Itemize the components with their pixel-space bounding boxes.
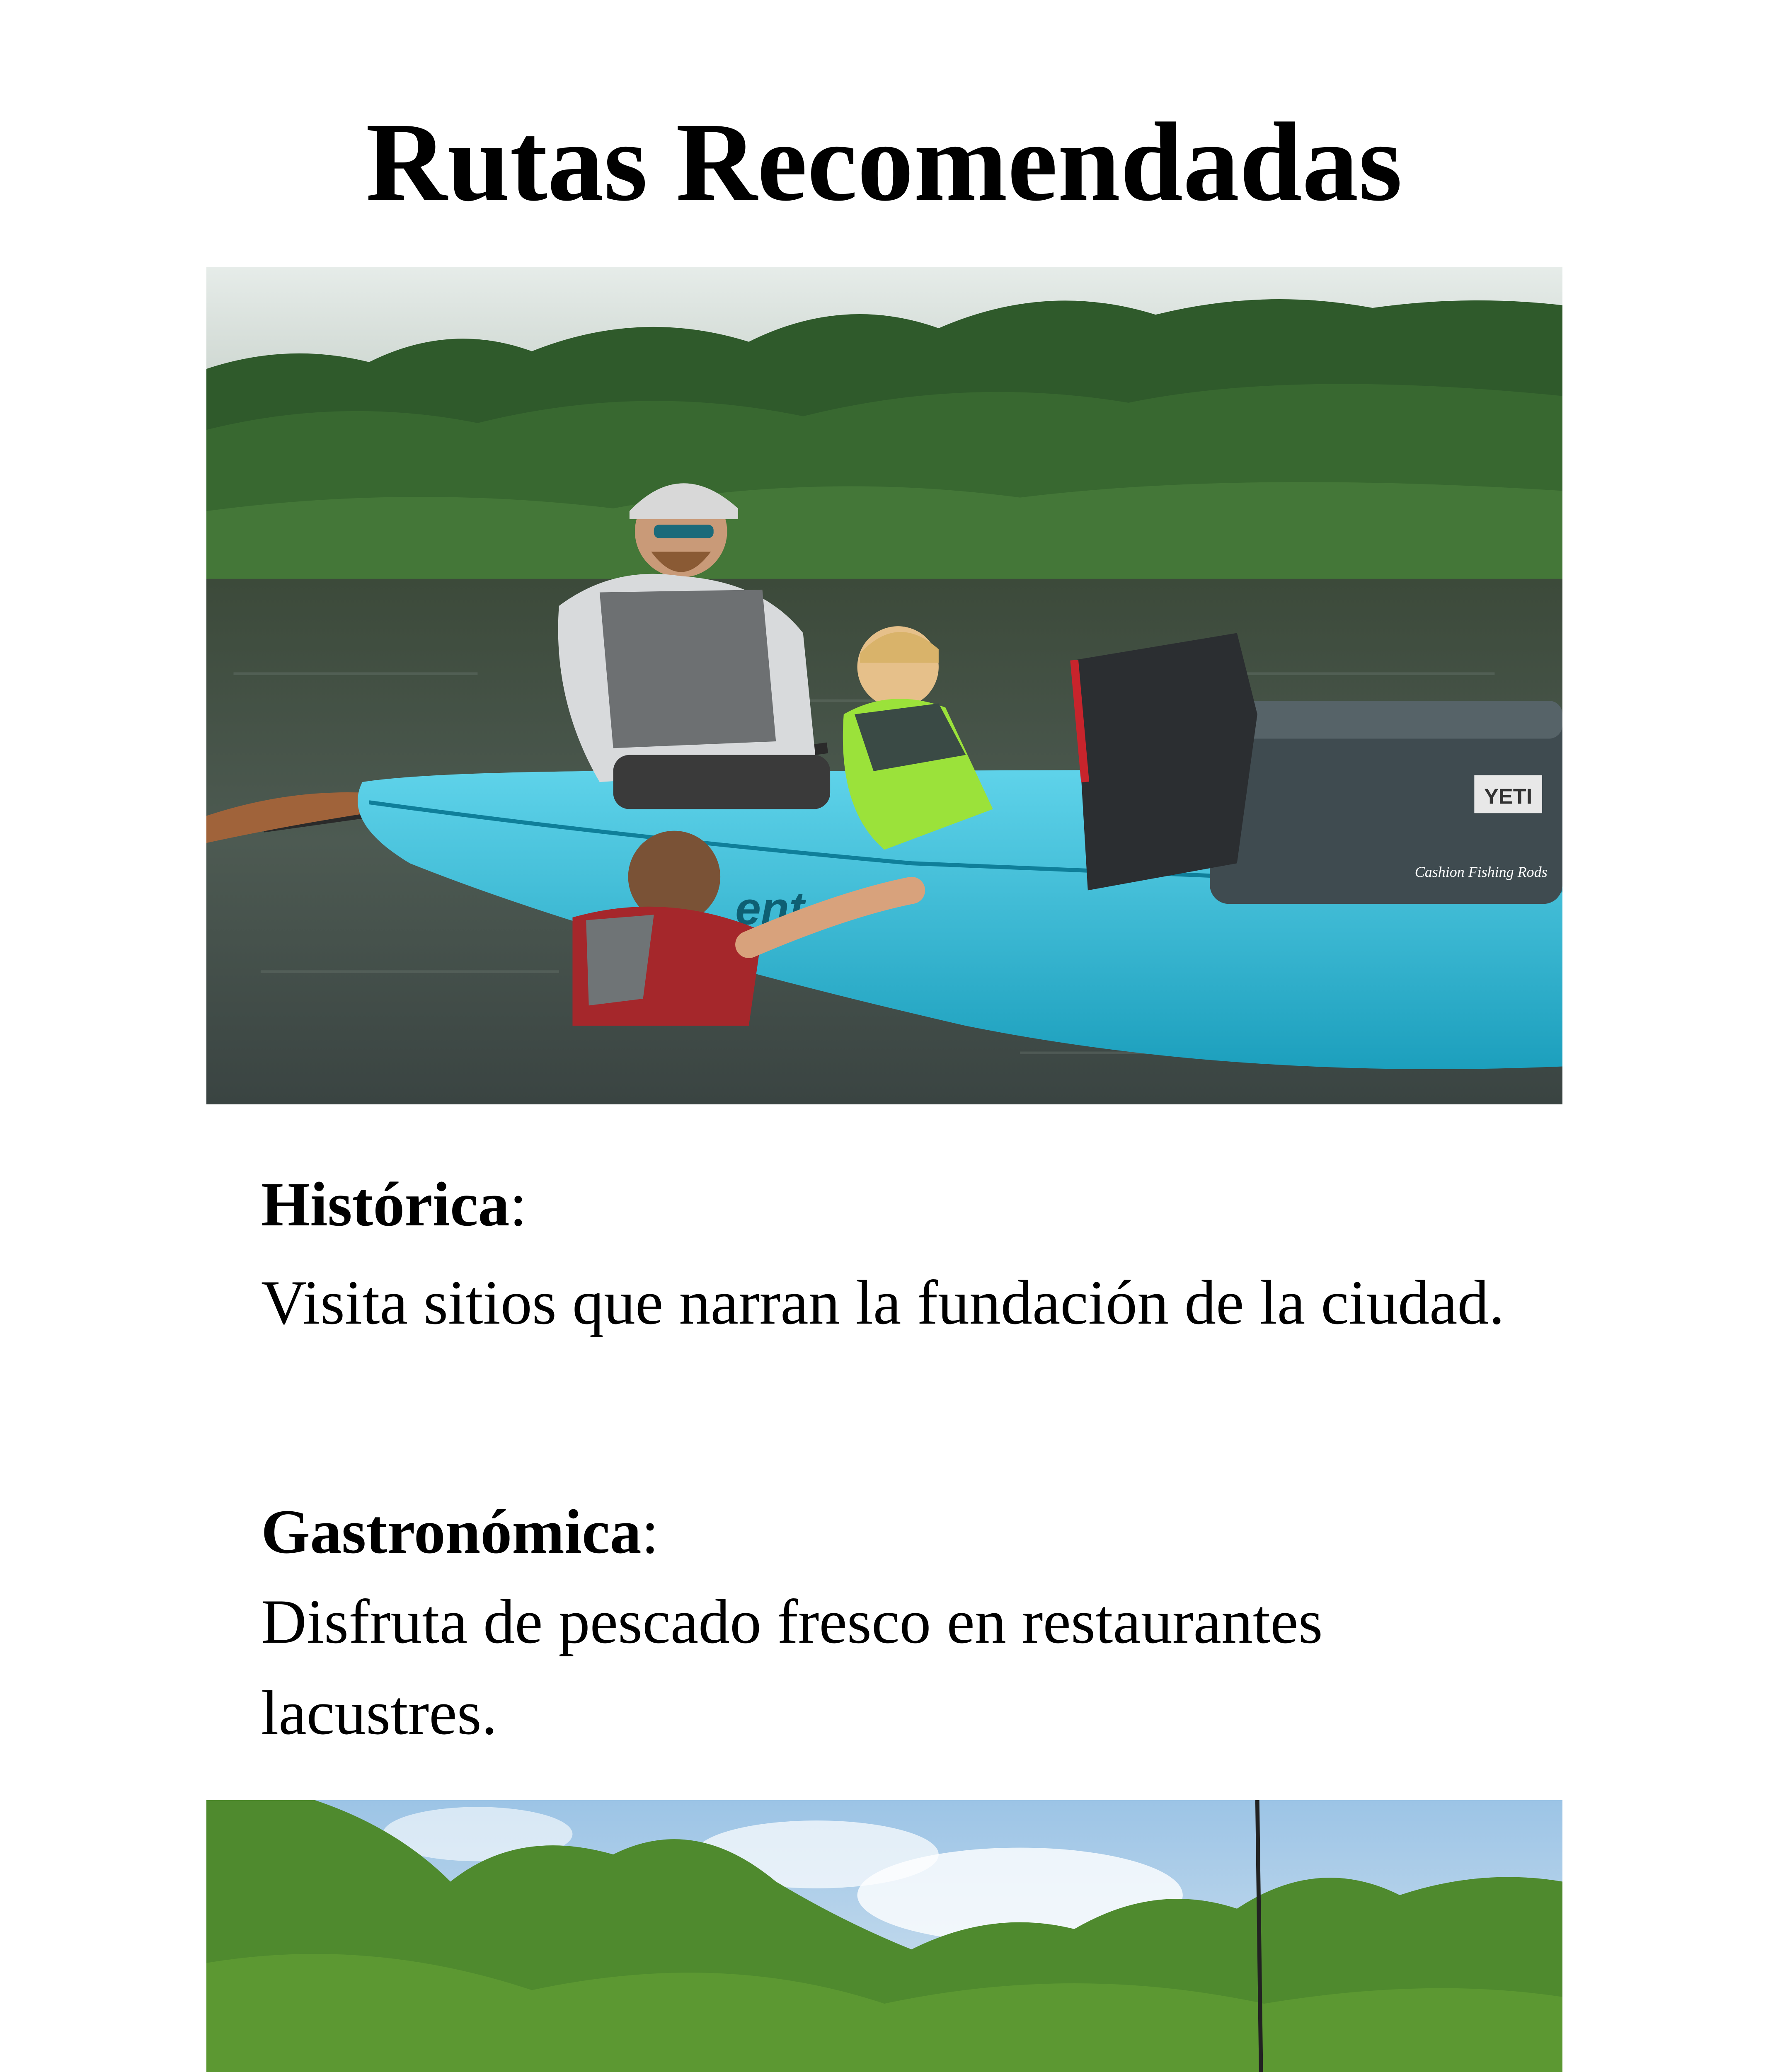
route-heading: [261, 1160, 1546, 1249]
cooler-lettering: YETI: [1484, 784, 1533, 809]
route-historica: [261, 1160, 1546, 1348]
kayak-seat: [1074, 633, 1257, 891]
route-description: Disfruta de pescado fresco en restaurantes lacustres.: [261, 1586, 1323, 1748]
family-kayak-photo: [206, 267, 1562, 1104]
route-gastronomica: [261, 1488, 1546, 1759]
route-description: Visita sitios que narran la fundación de la ciudad.: [261, 1267, 1505, 1337]
route-heading: [261, 1488, 1546, 1576]
route-name: Histórica: [261, 1169, 510, 1239]
kayak-lettering: ent: [735, 882, 804, 934]
route-separator: :: [641, 1497, 659, 1566]
route-separator: :: [509, 1169, 527, 1239]
page-title: Rutas Recomendadas: [366, 99, 1402, 224]
angler-kayak-photo: [206, 1800, 1562, 2072]
route-name: Gastronómica: [261, 1497, 642, 1566]
cooler-brand: Cashion Fishing Rods: [1414, 863, 1548, 880]
